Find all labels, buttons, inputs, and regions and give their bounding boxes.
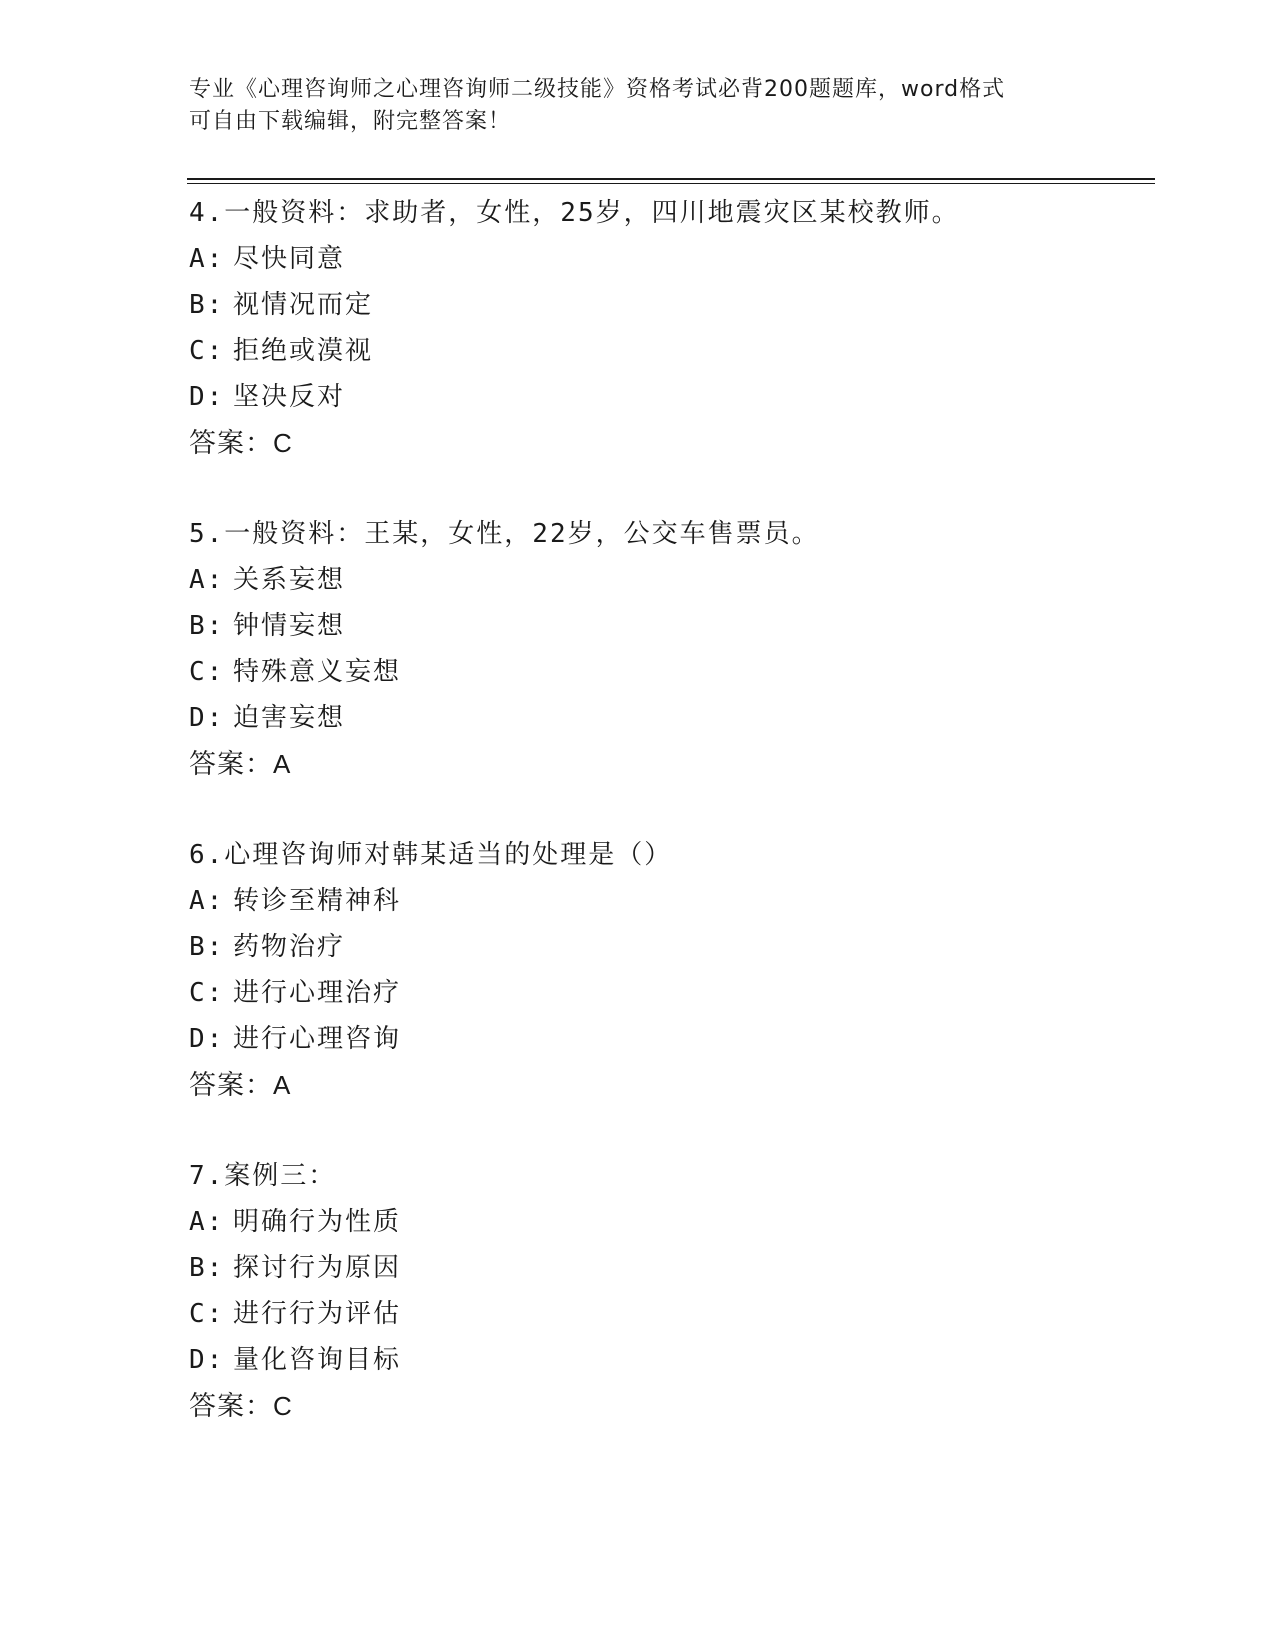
option-letter: C:	[189, 978, 225, 1008]
option-letter: C:	[189, 1299, 225, 1329]
option-letter: A:	[189, 886, 225, 916]
option-text: 特殊意义妄想	[233, 657, 402, 687]
question-title: 7.案例三：	[189, 1161, 337, 1191]
option-text: 药物治疗	[233, 932, 346, 962]
option-letter: A:	[189, 1207, 225, 1237]
question-title: 6.心理咨询师对韩某适当的处理是（）	[189, 840, 673, 870]
question-title: 4.一般资料：求助者，女性，25岁，四川地震灾区某校教师。	[189, 198, 960, 228]
answer-label: 答案：	[189, 749, 273, 780]
option-letter: D:	[189, 1024, 225, 1054]
option-letter: B:	[189, 611, 225, 641]
option-letter: B:	[189, 932, 225, 962]
header-divider-thin	[187, 183, 1155, 184]
question-block	[189, 1153, 1189, 1429]
option-text: 明确行为性质	[233, 1207, 402, 1237]
option-text: 尽快同意	[233, 244, 346, 274]
option-letter: D:	[189, 703, 225, 733]
option-text: 钟情妄想	[233, 611, 346, 641]
question-block	[189, 190, 1189, 466]
option-b	[189, 603, 1189, 649]
option-a	[189, 236, 1189, 282]
header-divider-thick	[187, 178, 1155, 180]
option-d	[189, 1337, 1189, 1383]
answer-line	[189, 1062, 1189, 1108]
option-text: 进行行为评估	[233, 1299, 402, 1329]
option-d	[189, 695, 1189, 741]
option-text: 视情况而定	[233, 290, 374, 320]
option-text: 转诊至精神科	[233, 886, 402, 916]
option-c	[189, 1291, 1189, 1337]
option-letter: A:	[189, 565, 225, 595]
header-line-1: 专业《心理咨询师之心理咨询师二级技能》资格考试必背200题题库，word格式	[189, 77, 1006, 102]
header-line-2: 可自由下载编辑，附完整答案！	[189, 109, 512, 134]
answer-value: A	[273, 1070, 292, 1100]
answer-value: C	[273, 428, 293, 458]
option-text: 进行心理治疗	[233, 978, 402, 1008]
answer-value: C	[273, 1391, 293, 1421]
answer-line	[189, 420, 1189, 466]
option-text: 坚决反对	[233, 382, 346, 412]
option-text: 迫害妄想	[233, 703, 346, 733]
question-block	[189, 832, 1189, 1108]
option-text: 量化咨询目标	[233, 1345, 402, 1375]
option-letter: C:	[189, 336, 225, 366]
option-a	[189, 1199, 1189, 1245]
option-c	[189, 328, 1189, 374]
option-text: 拒绝或漠视	[233, 336, 374, 366]
option-text: 探讨行为原因	[233, 1253, 402, 1283]
answer-label: 答案：	[189, 428, 273, 459]
option-c	[189, 649, 1189, 695]
option-b	[189, 1245, 1189, 1291]
option-a	[189, 557, 1189, 603]
option-d	[189, 374, 1189, 420]
option-text: 关系妄想	[233, 565, 346, 595]
option-letter: C:	[189, 657, 225, 687]
document-header	[189, 74, 1089, 138]
option-letter: D:	[189, 1345, 225, 1375]
question-title: 5.一般资料：王某，女性，22岁，公交车售票员。	[189, 519, 820, 549]
option-letter: A:	[189, 244, 225, 274]
answer-line	[189, 741, 1189, 787]
option-b	[189, 924, 1189, 970]
option-letter: D:	[189, 382, 225, 412]
answer-label: 答案：	[189, 1070, 273, 1101]
option-a	[189, 878, 1189, 924]
option-letter: B:	[189, 1253, 225, 1283]
option-text: 进行心理咨询	[233, 1024, 402, 1054]
option-b	[189, 282, 1189, 328]
answer-label: 答案：	[189, 1391, 273, 1422]
question-block	[189, 511, 1189, 787]
option-letter: B:	[189, 290, 225, 320]
option-c	[189, 970, 1189, 1016]
answer-line	[189, 1383, 1189, 1429]
option-d	[189, 1016, 1189, 1062]
answer-value: A	[273, 749, 292, 779]
